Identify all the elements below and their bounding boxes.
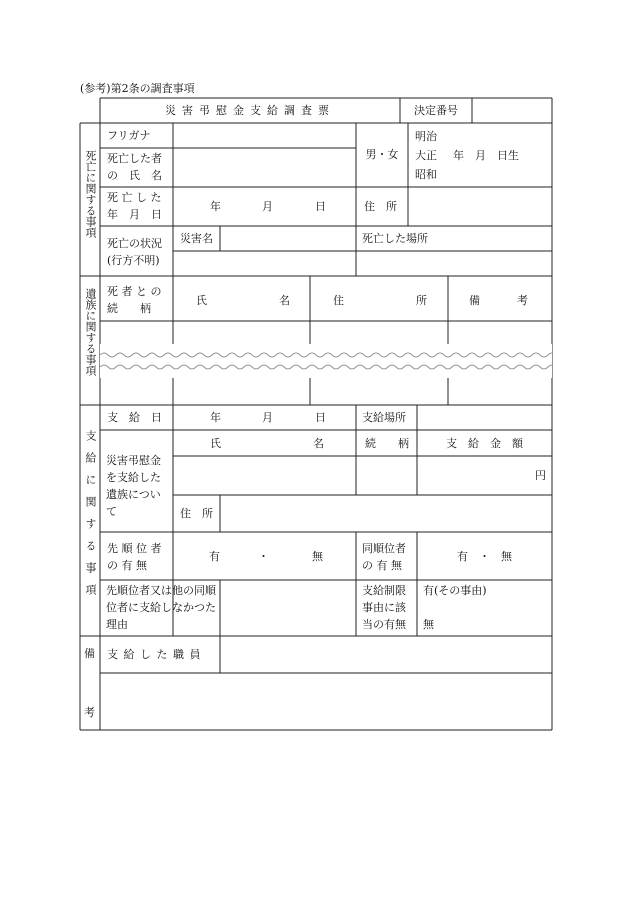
recipient-label: 災害弔慰金を支給した遺族について [106, 454, 161, 518]
death-address-label: 住 所 [364, 200, 397, 213]
death-section-label: 死亡に関する事項 [84, 150, 97, 238]
limit-no: 無 [423, 618, 434, 631]
death-date-month: 月 [262, 200, 273, 213]
family-remarks-h2: 考 [517, 294, 528, 307]
payment-section-label: 支給に関する事項 [84, 430, 97, 606]
payment-date-year: 年 [210, 411, 221, 424]
era-showa: 昭和 [415, 168, 437, 181]
situation-label-1: 死亡の状況 [107, 237, 162, 250]
family-section-label: 遺族に関する事項 [84, 288, 97, 376]
recipient-name-h1: 氏 [210, 437, 221, 450]
amount-header: 支 給 金 額 [446, 437, 523, 450]
prior-rank-label-2: の 有 無 [107, 559, 147, 572]
family-address-h1: 住 [333, 294, 344, 307]
payment-date-day: 日 [315, 411, 326, 424]
family-remarks-h1: 備 [469, 294, 480, 307]
death-date-label-1: 死 亡 し た [107, 191, 162, 204]
era-taisho: 大正 [415, 149, 437, 162]
form-caption: (参考)第2条の調査事項 [80, 82, 195, 95]
prior-rank-no: 無 [312, 550, 323, 563]
death-place-label: 死亡した場所 [362, 232, 428, 245]
sex-label: 男・女 [365, 148, 399, 161]
limit-label-1: 支給制限 [362, 584, 406, 597]
prior-rank-yes: 有 [209, 550, 220, 563]
death-date-day: 日 [315, 200, 326, 213]
limit-yes: 有(その事由) [423, 584, 487, 597]
limit-label-2: 事由に該 [362, 601, 406, 614]
remarks-label-top: 備 [84, 647, 95, 660]
row-break-band [100, 344, 552, 378]
disaster-name-label: 災害名 [180, 232, 213, 245]
relation-label-2: 続 柄 [107, 302, 151, 315]
form-title: 災害弔慰金支給調査票 [165, 104, 335, 117]
yen-unit: 円 [535, 469, 546, 482]
prior-rank-dot: ・ [258, 550, 269, 563]
staff-label: 支 給 し た 職 員 [107, 648, 201, 661]
recipient-name-h2: 名 [313, 437, 324, 450]
payment-date-month: 月 [262, 411, 273, 424]
non-payment-reason-label: 先順位者又は他の同順位者に支給しなかつた理由 [106, 584, 216, 631]
family-address-h2: 所 [416, 294, 427, 307]
family-name-h2: 名 [279, 294, 290, 307]
limit-label-3: 当の有無 [362, 618, 406, 631]
birth-date-label: 年 月 日生 [453, 149, 519, 162]
remarks-label-bottom: 考 [84, 706, 95, 719]
payment-date-label: 支 給 日 [107, 411, 162, 424]
deceased-name-label-1: 死亡した者 [107, 152, 162, 165]
situation-label-2: (行方不明) [107, 254, 160, 267]
deceased-name-label-2: の 氏 名 [107, 169, 162, 182]
same-rank-label-2: の 有 無 [362, 559, 402, 572]
recipient-relation-h1: 続 [365, 437, 376, 450]
decision-number-label: 決定番号 [414, 104, 458, 117]
payment-place-label: 支給場所 [362, 411, 406, 424]
same-rank-value: 有 ・ 無 [457, 550, 512, 563]
death-date-label-2: 年 月 日 [107, 208, 162, 221]
family-name-h1: 氏 [196, 294, 207, 307]
same-rank-label-1: 同順位者 [362, 542, 406, 555]
prior-rank-label-1: 先 順 位 者 [107, 542, 162, 555]
relation-label-1: 死 者 と の [107, 285, 162, 298]
recipient-relation-h2: 柄 [398, 437, 409, 450]
furigana-label: フリガナ [107, 129, 151, 142]
recipient-address-label: 住 所 [180, 507, 213, 520]
era-meiji: 明治 [415, 130, 437, 143]
death-date-year: 年 [210, 200, 221, 213]
